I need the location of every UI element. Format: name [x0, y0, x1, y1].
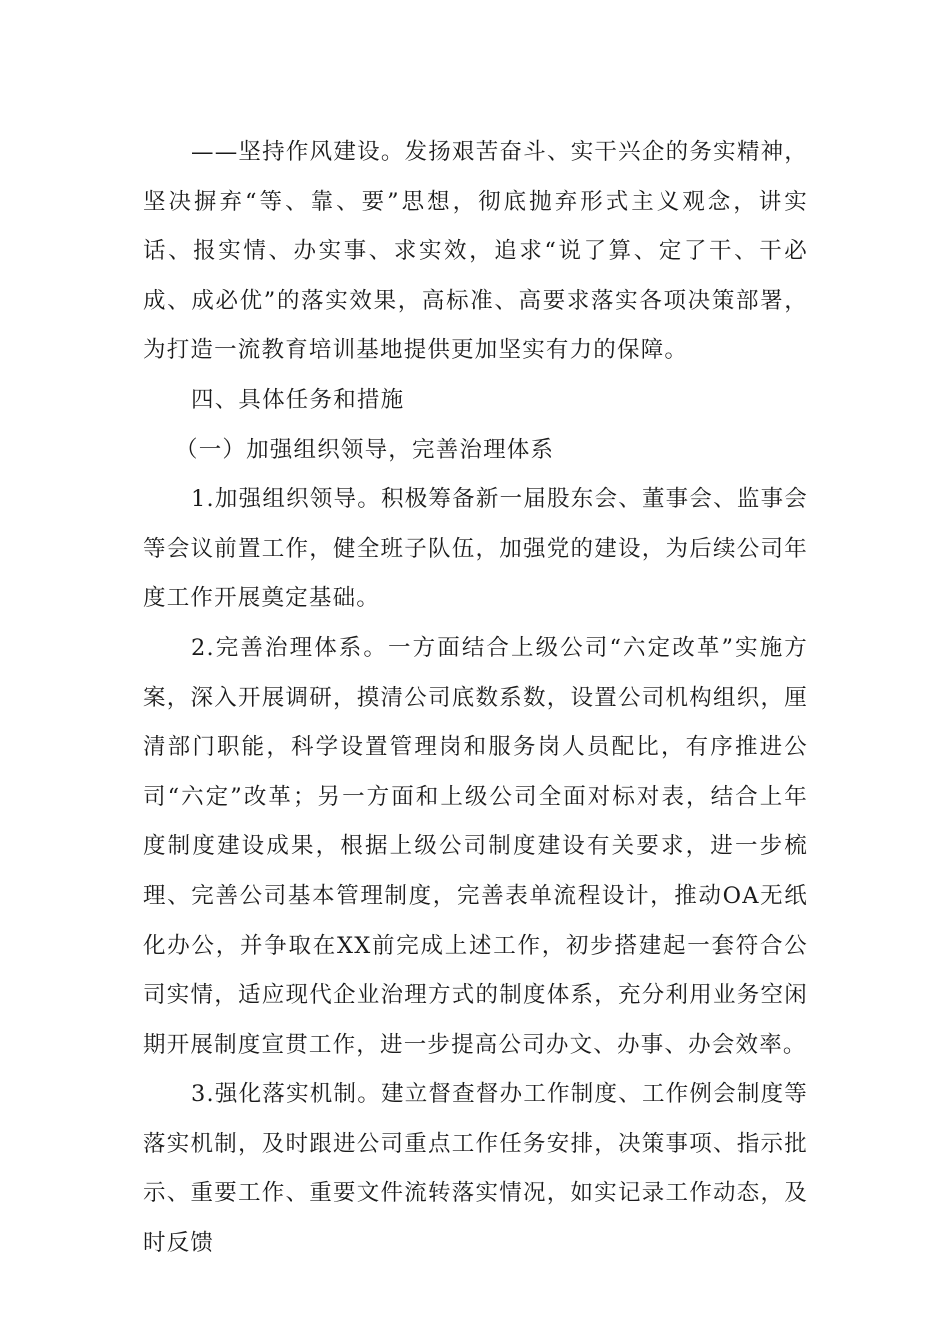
paragraph-item-2: 2.完善治理体系。一方面结合上级公司“六定改革”实施方案，深入开展调研，摸清公司底数系数，设置公司机构组织，厘清部门职能，科学设置管理岗和服务岗人员配比，有序推进公司“六定”改革；另一方面和上级公司全面对标对表，结合上年度制度建设成果，根据上级公司制度建设有关要求，进一步梳理、完善公司基本管理制度，完善表单流程设计，推动OA无纸化办公，并争取在XX前完成上述工作，初步搭建起一套符合公司实情，适应现代企业治理方式的制度体系，充分利用业务空闲期开展制度宣贯工作，进一步提高公司办文、办事、办会效率。: [143, 634, 808, 1058]
paragraph-item-3: 3.强化落实机制。建立督查督办工作制度、工作例会制度等落实机制，及时跟进公司重点工作任务安排，决策事项、指示批示、重要工作、重要文件流转落实情况，如实记录工作动态，及时反馈: [143, 1081, 808, 1257]
section-heading-tasks: 四、具体任务和措施: [191, 386, 405, 413]
document-body: [143, 128, 808, 1269]
paragraph-item-1: 1.加强组织领导。积极筹备新一届股东会、董事会、监事会等会议前置工作，健全班子队伍，加强党的建设，为后续公司年度工作开展奠定基础。: [143, 486, 808, 612]
subsection-heading-organization: （一）加强组织领导，完善治理体系: [175, 436, 555, 463]
paragraph-work-style: ——坚持作风建设。发扬艰苦奋斗、实干兴企的务实精神，坚决摒弃“等、靠、要”思想，彻底抛弃形式主义观念，讲实话、报实情、办实事、求实效，追求“说了算、定了干、干必成、成必优”的落实效果，高标准、高要求落实各项决策部署，为打造一流教育培训基地提供更加坚实有力的保障。: [143, 139, 808, 364]
